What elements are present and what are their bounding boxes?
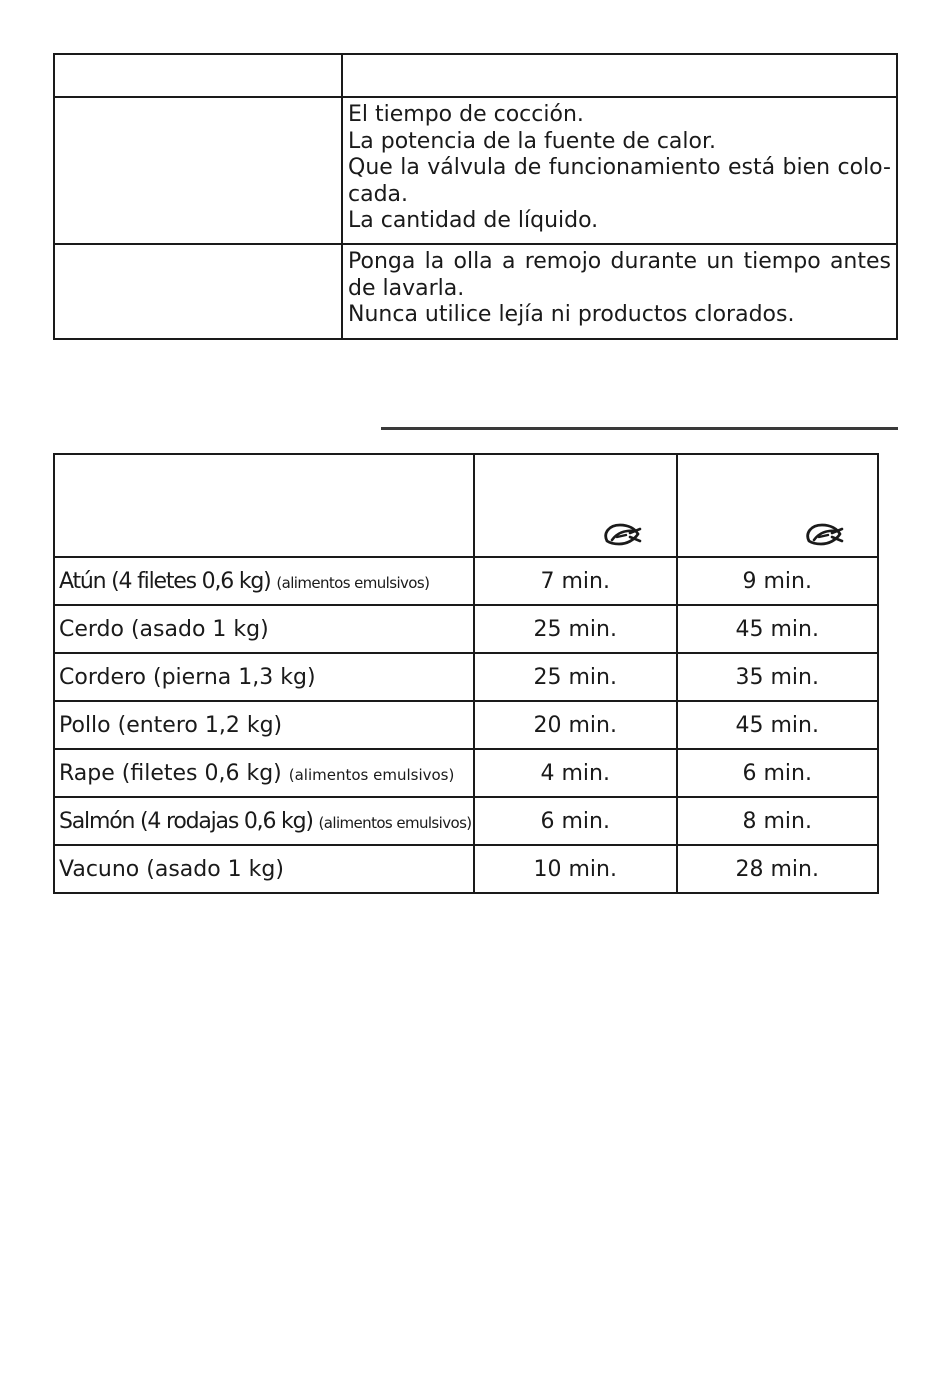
- time-cell-2: 8 min.: [677, 797, 879, 845]
- solution-line: de lavarla.: [348, 275, 465, 301]
- frozen-fish-icon: [802, 520, 844, 550]
- time-header-cell-1: [474, 454, 676, 557]
- food-name: Cerdo (asado 1 kg): [59, 616, 269, 642]
- solution-line: cada.: [348, 181, 409, 207]
- problem-header-cell: [54, 54, 342, 97]
- time-cell-1: 20 min.: [474, 701, 676, 749]
- food-name: Vacuno (asado 1 kg): [59, 856, 284, 882]
- troubleshooting-row: [54, 244, 897, 339]
- fresh-fish-icon: [600, 520, 642, 550]
- troubleshooting-row: [54, 97, 897, 244]
- time-cell-2: 28 min.: [677, 845, 879, 893]
- solution-header-cell: [342, 54, 897, 97]
- time-cell-1: 25 min.: [474, 605, 676, 653]
- solution-line: La potencia de la fuente de calor.: [348, 128, 717, 154]
- solution-line: Que la válvula de funcionamiento está bien colo-: [348, 155, 891, 180]
- food-name: Salmón (4 rodajas 0,6 kg): [59, 808, 313, 834]
- food-cell: [54, 605, 474, 653]
- food-cell: [54, 749, 474, 797]
- time-cell-1: 10 min.: [474, 845, 676, 893]
- table-row: [54, 701, 878, 749]
- table-row: [54, 749, 878, 797]
- time-cell-2: 45 min.: [677, 701, 879, 749]
- food-name: Pollo (entero 1,2 kg): [59, 712, 283, 738]
- problem-cell: [54, 97, 342, 244]
- food-cell: [54, 653, 474, 701]
- troubleshooting-table: [53, 53, 898, 340]
- table-row: [54, 797, 878, 845]
- table-row: [54, 653, 878, 701]
- time-header-cell-2: [677, 454, 879, 557]
- cooking-times-table: [53, 453, 879, 894]
- food-name: Cordero (pierna 1,3 kg): [59, 664, 316, 690]
- solution-cell: [342, 97, 897, 244]
- food-name: Atún (4 filetes 0,6 kg): [59, 568, 271, 594]
- time-cell-2: 35 min.: [677, 653, 879, 701]
- time-cell-2: 6 min.: [677, 749, 879, 797]
- time-cell-2: 45 min.: [677, 605, 879, 653]
- food-name: Rape (filetes 0,6 kg): [59, 760, 282, 786]
- food-cell: [54, 701, 474, 749]
- time-cell-1: 6 min.: [474, 797, 676, 845]
- section-divider: [381, 427, 898, 430]
- time-cell-1: 7 min.: [474, 557, 676, 605]
- time-cell-2: 9 min.: [677, 557, 879, 605]
- time-cell-1: 25 min.: [474, 653, 676, 701]
- table-row: [54, 557, 878, 605]
- table-row: [54, 605, 878, 653]
- solution-line: La cantidad de líquido.: [348, 208, 599, 233]
- solution-cell: [342, 244, 897, 339]
- food-note: (alimentos emulsivos): [276, 573, 430, 592]
- problem-cell: [54, 244, 342, 339]
- table-row: [54, 845, 878, 893]
- time-cell-1: 4 min.: [474, 749, 676, 797]
- troubleshooting-header-row: [54, 54, 897, 97]
- cooking-header-row: [54, 454, 878, 557]
- solution-line: Ponga la olla a remojo durante un tiempo antes: [348, 249, 891, 274]
- food-cell: [54, 845, 474, 893]
- food-header-cell: [54, 454, 474, 557]
- solution-line: El tiempo de cocción.: [348, 102, 584, 127]
- food-note: (alimentos emulsivos): [318, 813, 472, 832]
- food-cell: [54, 797, 474, 845]
- solution-line: Nunca utilice lejía ni productos clorados.: [348, 302, 795, 327]
- food-cell: [54, 557, 474, 605]
- food-note: (alimentos emulsivos): [288, 765, 455, 784]
